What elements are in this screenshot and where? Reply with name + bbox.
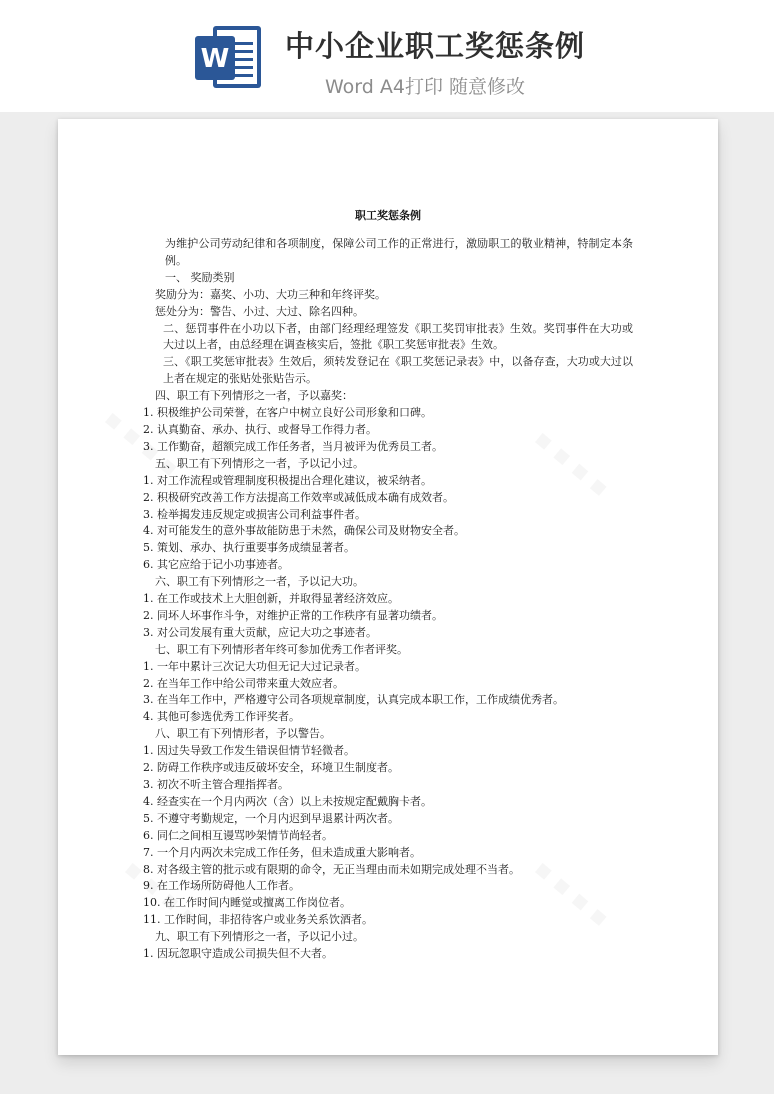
paragraph-line: 五、职工有下列情形之一者，予以记小过。 [155, 456, 364, 470]
paragraph-line: 5. 不遵守考勤规定，一个月内迟到早退累计两次者。 [143, 811, 399, 825]
paragraph-line: 六、职工有下列情形之一者，予以记大功。 [155, 575, 364, 589]
paragraph-line: 八、职工有下列情形者，予以警告。 [155, 727, 331, 741]
paragraph-line: 一、 奖励类别 [165, 270, 235, 284]
paragraph-line: 为维护公司劳动纪律和各项制度，保障公司工作的正常进行，激励职工的敬业精神，特制定本条例。 [165, 237, 633, 267]
paragraph-line: 2. 同坏人坏事作斗争，对维护正常的工作秩序有显著功绩者。 [143, 608, 443, 622]
paragraph-line: 4. 经查实在一个月内两次（含）以上未按规定配戴胸卡者。 [143, 794, 432, 808]
paragraph-line: 3. 对公司发展有重大贡献，应记大功之事迹者。 [143, 625, 377, 639]
paragraph-line: 四、职工有下列情形之一者，予以嘉奖： [155, 389, 353, 403]
paragraph-line: 三、《职工奖惩审批表》生效后，须转发登记在《职工奖惩记录表》中，以备存查，大功或大过以上者在规定的张贴处张贴告示。 [163, 355, 633, 386]
paragraph-line: 2. 在当年工作中给公司带来重大效应者。 [143, 676, 344, 690]
paragraph-line: 10. 在工作时间内睡觉或擅离工作岗位者。 [143, 896, 351, 910]
paragraph-line: 惩处分为：警告、小过、大过、除名四种。 [155, 304, 364, 318]
paragraph-line: 1. 因过失导致工作发生错误但情节轻微者。 [143, 744, 355, 758]
paragraph-line: 七、职工有下列情形者年终可参加优秀工作者评奖。 [155, 642, 408, 656]
paragraph-line: 3. 在当年工作中，严格遵守公司各项规章制度，认真完成本职工作，工作成绩优秀者。 [143, 693, 564, 707]
paragraph-line: 1. 在工作或技术上大胆创新，并取得显著经济效应。 [143, 592, 399, 606]
paragraph-line: 3. 检举揭发违反规定或损害公司利益事件者。 [143, 507, 366, 521]
page-header [0, 0, 774, 112]
page-title: 中小企业职工奖惩条例 [285, 29, 586, 63]
paragraph-line: 8. 对各级主管的批示或有限期的命令，无正当理由而未如期完成处理不当者。 [143, 862, 520, 876]
paragraph-line: 3. 工作勤奋，超额完成工作任务者，当月被评为优秀员工者。 [143, 439, 443, 453]
document-title: 职工奖惩条例 [355, 209, 421, 222]
paragraph-line: 1. 因玩忽职守造成公司损失但不大者。 [143, 947, 333, 961]
paragraph-line: 1. 积极维护公司荣誉，在客户中树立良好公司形象和口碑。 [143, 406, 432, 420]
paragraph-line: 2. 认真勤奋、承办、执行、或督导工作得力者。 [143, 422, 377, 436]
paragraph-line: 1. 对工作流程或管理制度积极提出合理化建议，被采纳者。 [143, 473, 432, 487]
paragraph-line: 4. 其他可参选优秀工作评奖者。 [143, 710, 300, 724]
paragraph-line: 6. 其它应给于记小功事迹者。 [143, 558, 289, 572]
paragraph-line: 九、职工有下列情形之一者，予以记小过。 [155, 930, 364, 944]
paragraph-line: 1. 一年中累计三次记大功但无记大过记录者。 [143, 659, 366, 673]
paragraph-line: 2. 防碍工作秩序或违反破坏安全，环境卫生制度者。 [143, 761, 399, 775]
paragraph-line: 3. 初次不听主管合理指挥者。 [143, 778, 289, 791]
page-subtitle: Word A4打印 随意修改 [325, 76, 526, 98]
paragraph-line: 7. 一个月内两次未完成工作任务，但未造成重大影响者。 [143, 845, 421, 859]
document-body [143, 236, 633, 963]
paragraph-line: 5. 策划、承办、执行重要事务成绩显著者。 [143, 541, 355, 555]
svg-text:W: W [200, 44, 230, 74]
paragraph-line: 6. 同仁之间相互谩骂吵架情节尚轻者。 [143, 828, 333, 842]
document-page [58, 119, 718, 1055]
paragraph-line: 9. 在工作场所防碍他人工作者。 [143, 879, 300, 893]
word-document-icon [193, 22, 265, 94]
paragraph-line: 2. 积极研究改善工作方法提高工作效率或减低成本确有成效者。 [143, 490, 454, 504]
paragraph-line: 奖励分为：嘉奖、小功、大功三种和年终评奖。 [155, 287, 386, 301]
paragraph-line: 二、惩罚事件在小功以下者，由部门经理经理签发《职工奖罚审批表》生效。奖罚事件在大功或大过以上者，由总经理在调查核实后，签批《职工奖惩审批表》生效。 [163, 321, 633, 352]
paragraph-line: 11. 工作时间，非招待客户或业务关系饮酒者。 [143, 913, 373, 927]
paragraph-line: 4. 对可能发生的意外事故能防患于未然，确保公司及财物安全者。 [143, 524, 465, 538]
